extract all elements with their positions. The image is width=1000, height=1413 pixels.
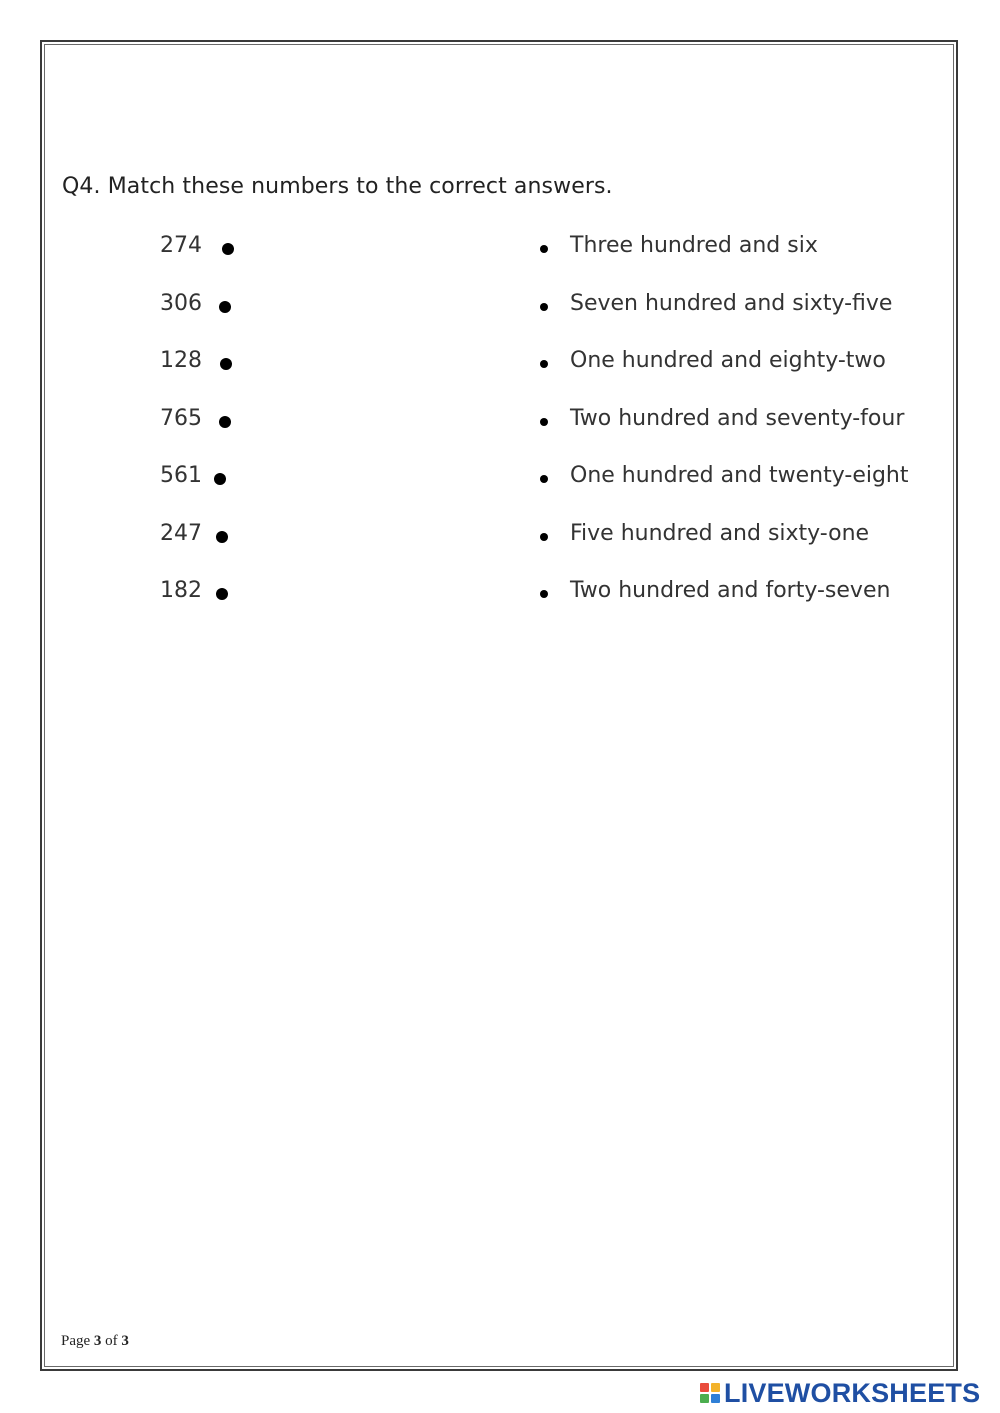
number-dot[interactable] (214, 473, 226, 485)
answer-label: Five hundred and sixty-one (570, 521, 870, 546)
match-row (0, 233, 1000, 267)
brand-logo-square (711, 1394, 720, 1403)
number-label: 128 (160, 348, 202, 373)
match-row (0, 348, 1000, 382)
number-label: 274 (160, 233, 202, 258)
footer-current-page: 3 (93, 1333, 102, 1349)
answer-label: Two hundred and forty-seven (570, 578, 891, 603)
answer-dot[interactable] (540, 418, 548, 426)
footer-prefix: Page (61, 1333, 94, 1349)
number-dot[interactable] (219, 416, 231, 428)
number-dot[interactable] (216, 531, 228, 543)
answer-label: Two hundred and seventy-four (570, 406, 905, 431)
number-label: 306 (160, 291, 202, 316)
brand-logo-square (700, 1383, 709, 1392)
number-dot[interactable] (222, 243, 234, 255)
number-label: 247 (160, 521, 202, 546)
brand-logo-square (700, 1394, 709, 1403)
number-dot[interactable] (220, 358, 232, 370)
brand-logo-square (711, 1383, 720, 1392)
brand-name: LIVEWORKSHEETS (724, 1377, 981, 1408)
answer-label: Seven hundred and sixty-five (570, 291, 893, 316)
match-row (0, 463, 1000, 497)
question-text: Q4. Match these numbers to the correct answers. (62, 174, 613, 199)
match-row (0, 291, 1000, 325)
number-label: 182 (160, 578, 202, 603)
match-row (0, 521, 1000, 555)
footer-middle: of (101, 1333, 122, 1349)
answer-dot[interactable] (540, 245, 548, 253)
answer-dot[interactable] (540, 303, 548, 311)
answer-dot[interactable] (540, 360, 548, 368)
answer-label: Three hundred and six (570, 233, 818, 258)
answer-dot[interactable] (540, 475, 548, 483)
match-row (0, 406, 1000, 440)
number-label: 765 (160, 406, 202, 431)
answer-dot[interactable] (540, 590, 548, 598)
answer-label: One hundred and eighty-two (570, 348, 886, 373)
number-dot[interactable] (216, 588, 228, 600)
answer-dot[interactable] (540, 533, 548, 541)
match-row (0, 578, 1000, 612)
page-footer (61, 1333, 129, 1350)
brand-watermark (700, 1378, 980, 1408)
answer-label: One hundred and twenty-eight (570, 463, 909, 488)
brand-logo-icon (700, 1383, 720, 1403)
number-dot[interactable] (219, 301, 231, 313)
footer-total-pages: 3 (121, 1333, 129, 1349)
number-label: 561 (160, 463, 202, 488)
